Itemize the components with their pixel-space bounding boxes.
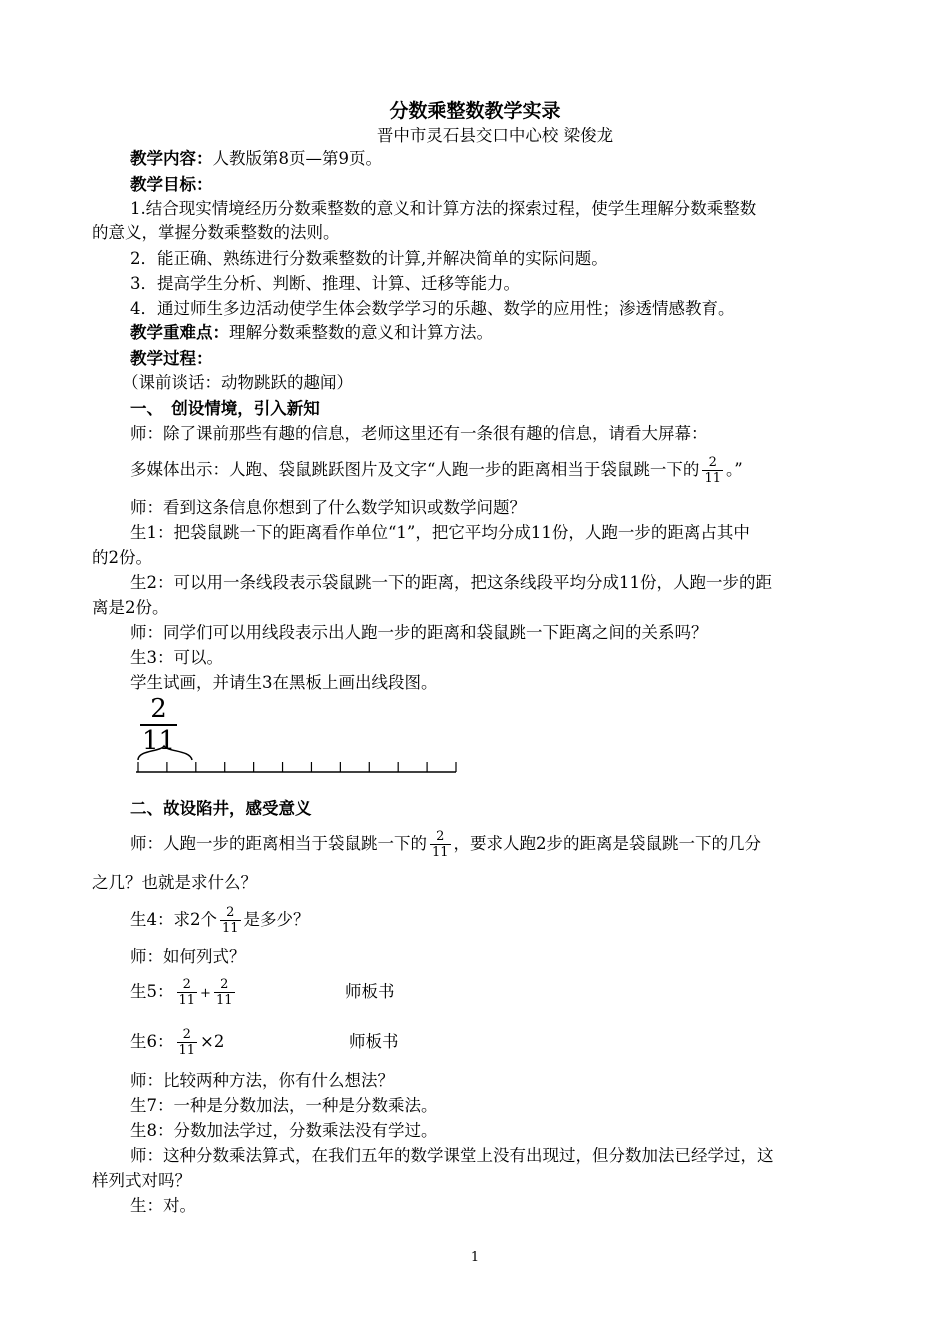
teacher-line-7-a: 师：这种分数乘法算式，在我们五年的数学课堂上没有出现过，但分数加法已经学过，这 <box>130 1146 774 1165</box>
student-8: 生8：分数加法学过，分数乘法没有学过。 <box>130 1121 438 1140</box>
student-5-label: 生5： <box>130 982 174 1001</box>
segment-ticks <box>138 762 456 772</box>
student-4-text-a: 生4：求2个 <box>130 910 217 929</box>
student-4-text-b: 是多少？ <box>243 910 310 929</box>
student-2-line-a: 生2：可以用一条线段表示袋鼠跳一下的距离，把这条线段平均分成11份，人跑一步的距 <box>130 573 772 592</box>
fraction-denominator: 11 <box>178 1043 196 1058</box>
pre-class-talk: （课前谈话：动物跳跃的趣闻） <box>122 373 353 392</box>
goal-3: 3．提高学生分析、判断、推理、计算、迁移等能力。 <box>130 274 520 293</box>
document-title: 分数乘整数教学实录 <box>389 100 561 122</box>
fraction-2-11 <box>177 977 198 1008</box>
teacher-line-3: 师：同学们可以用线段表示出人跑一步的距离和袋鼠跳一下距离之间的关系吗？ <box>130 623 708 642</box>
segment-fraction-numerator: 2 <box>140 694 177 726</box>
board-note-1: 师板书 <box>345 982 395 1001</box>
key-points-line <box>130 322 862 344</box>
media-text-a: 多媒体出示：人跑、袋鼠跳跃图片及文字“人跑一步的距离相当于袋鼠跳一下的 <box>130 460 700 479</box>
teacher-line-5: 师：如何列式？ <box>130 947 246 966</box>
board-note-2: 师板书 <box>349 1032 399 1051</box>
content-line <box>130 148 862 170</box>
teacher-line-4-a <box>130 822 862 866</box>
fraction-2-11 <box>177 1027 198 1058</box>
fraction-numerator: 2 <box>220 905 241 921</box>
goal-1-line-b: 的意义，掌握分数乘整数的法则。 <box>92 223 340 242</box>
student-5 <box>130 970 862 1016</box>
line-segment-diagram <box>130 740 470 780</box>
segment-fraction-denominator: 11 <box>142 726 176 756</box>
fraction-2-11 <box>702 455 723 486</box>
teacher-4-text-a: 师：人跑一步的距离相当于袋鼠跳一下的 <box>130 834 427 853</box>
student-reply: 生：对。 <box>130 1196 196 1215</box>
goals-label: 教学目标： <box>130 175 213 194</box>
media-line <box>130 448 862 492</box>
key-points-label: 教学重难点： <box>130 323 229 342</box>
student-4 <box>130 898 862 942</box>
goal-4: 4．通过师生多边活动使学生体会数学学习的乐趣、数学的应用性；渗透情感教育。 <box>130 299 735 318</box>
process-label: 教学过程： <box>130 349 213 368</box>
student-7: 生7：一种是分数加法，一种是分数乘法。 <box>130 1096 438 1115</box>
student-6-label: 生6： <box>130 1032 174 1051</box>
teacher-line-6: 师：比较两种方法，你有什么想法？ <box>130 1071 394 1090</box>
student-1-line-a: 生1：把袋鼠跳一下的距离看作单位“1”，把它平均分成11份，人跑一步的距离占其中 <box>130 523 750 542</box>
two-part-brace <box>138 746 192 760</box>
fraction-numerator: 2 <box>430 829 451 845</box>
author-line: 晋中市灵石县交口中心校 梁俊龙 <box>376 126 614 145</box>
content-label: 教学内容： <box>130 149 213 168</box>
fraction-2-11 <box>220 905 241 936</box>
fraction-denominator: 11 <box>432 845 449 860</box>
goal-1-line-a: 1.结合现实情境经历分数乘整数的意义和计算方法的探索过程，使学生理解分数乘整数 <box>130 199 757 218</box>
teacher-line-1: 师：除了课前那些有趣的信息，老师这里还有一条很有趣的信息，请看大屏幕： <box>130 424 708 443</box>
plus-sign: + <box>200 986 211 1001</box>
fraction-denominator: 11 <box>222 921 239 936</box>
fraction-denominator: 11 <box>178 993 196 1008</box>
teacher-line-4-c: 之几？也就是求什么？ <box>92 873 257 892</box>
fraction-2-11 <box>214 977 235 1008</box>
student-2-line-b: 离是2份。 <box>92 598 169 617</box>
fraction-numerator: 2 <box>214 977 235 993</box>
fraction-denominator: 11 <box>215 993 233 1008</box>
drawing-instruction: 学生试画，并请生3在黑板上画出线段图。 <box>130 673 438 692</box>
fraction-numerator: 2 <box>702 455 723 471</box>
teacher-line-7-b: 样列式对吗？ <box>92 1171 191 1190</box>
section-2-heading: 二、故设陷井，感受意义 <box>130 799 312 818</box>
fraction-2-11 <box>430 829 451 860</box>
student-6 <box>130 1020 862 1064</box>
fraction-denominator: 11 <box>704 471 721 486</box>
fraction-numerator: 2 <box>177 977 198 993</box>
student-1-line-b: 的2份。 <box>92 548 152 567</box>
section-1-heading: 一、 创设情境，引入新知 <box>130 399 320 418</box>
key-points-value: 理解分数乘整数的意义和计算方法。 <box>229 323 493 342</box>
fraction-numerator: 2 <box>177 1027 198 1043</box>
content-value: 人教版第8页—第9页。 <box>212 149 382 168</box>
goal-2: 2．能正确、熟练进行分数乘整数的计算,并解决简单的实际问题。 <box>130 249 608 268</box>
media-text-b: 。” <box>725 460 743 479</box>
page-number: 1 <box>470 1250 480 1265</box>
teacher-line-2: 师：看到这条信息你想到了什么数学知识或数学问题？ <box>130 498 526 517</box>
student-3: 生3：可以。 <box>130 648 223 667</box>
times-two: ×2 <box>200 1032 225 1051</box>
teacher-4-text-b: ，要求人跑2步的距离是袋鼠跳一下的几分 <box>453 834 762 853</box>
